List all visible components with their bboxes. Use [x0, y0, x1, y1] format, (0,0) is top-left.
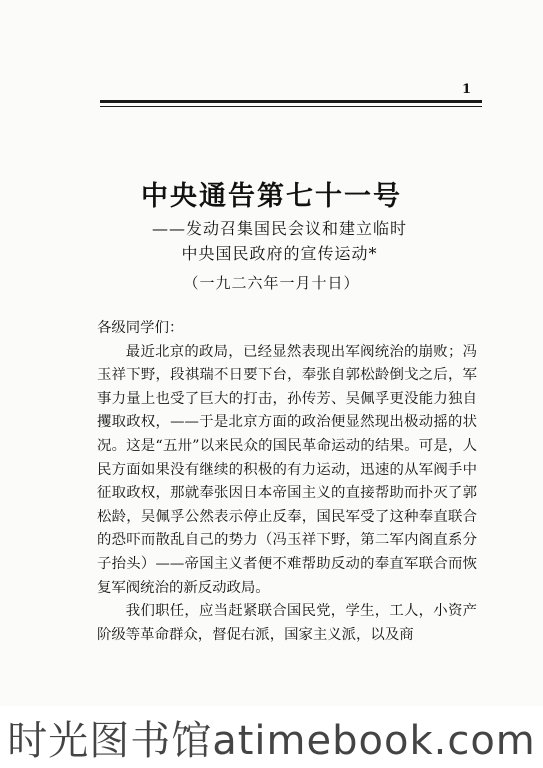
page-number: 1 [462, 82, 472, 97]
document-date: （一九二六年一月十日） [183, 274, 360, 292]
body-paragraph: 最近北京的政局，已经显然表现出军阀统治的崩败；冯玉祥下野，段祺瑞不日要下台，奉张自郭松龄倒戈之后，军事力量上也受了巨大的打击，孙传芳、吴佩孚更没能力独自攫取政权，——于是北京方面的政治便显然现出极动摇的状况。这是“五卅”以来民众的国民革命运动的结果。可是，人民方面如果没有继续的积极的有力运动，迅速的从军阀手中征取政权，那就奉张因日本帝国主义的直接帮助而扑灭了郭松龄，吴佩孚公然表示停止反奉，国民军受了这种奉直联合的恐吓而散乱自己的势力（冯玉祥下野，第二军内阁直系分子抬头）——帝国主义者便不难帮助反动的奉直军联合而恢复军阀统治的新反动政局。 [97, 343, 477, 596]
salutation: 各级同学们： [97, 320, 184, 336]
header-rule-thin [100, 106, 482, 107]
document-body [97, 317, 477, 647]
document-subtitle-line-2: 中央国民政府的宣传运动* [181, 244, 378, 263]
document-subtitle-line-1: ——发动召集国民会议和建立临时 [151, 219, 407, 238]
header-rule-thick [100, 100, 482, 103]
body-paragraph: 我们职任，应当赶紧联合国民党，学生，工人，小资产阶级等革命群众，督促右派，国家主义派，以及商 [97, 603, 477, 643]
document-title: 中央通告第七十一号 [141, 181, 402, 212]
watermark-banner: 时光图书馆atimebook.com [0, 706, 543, 768]
